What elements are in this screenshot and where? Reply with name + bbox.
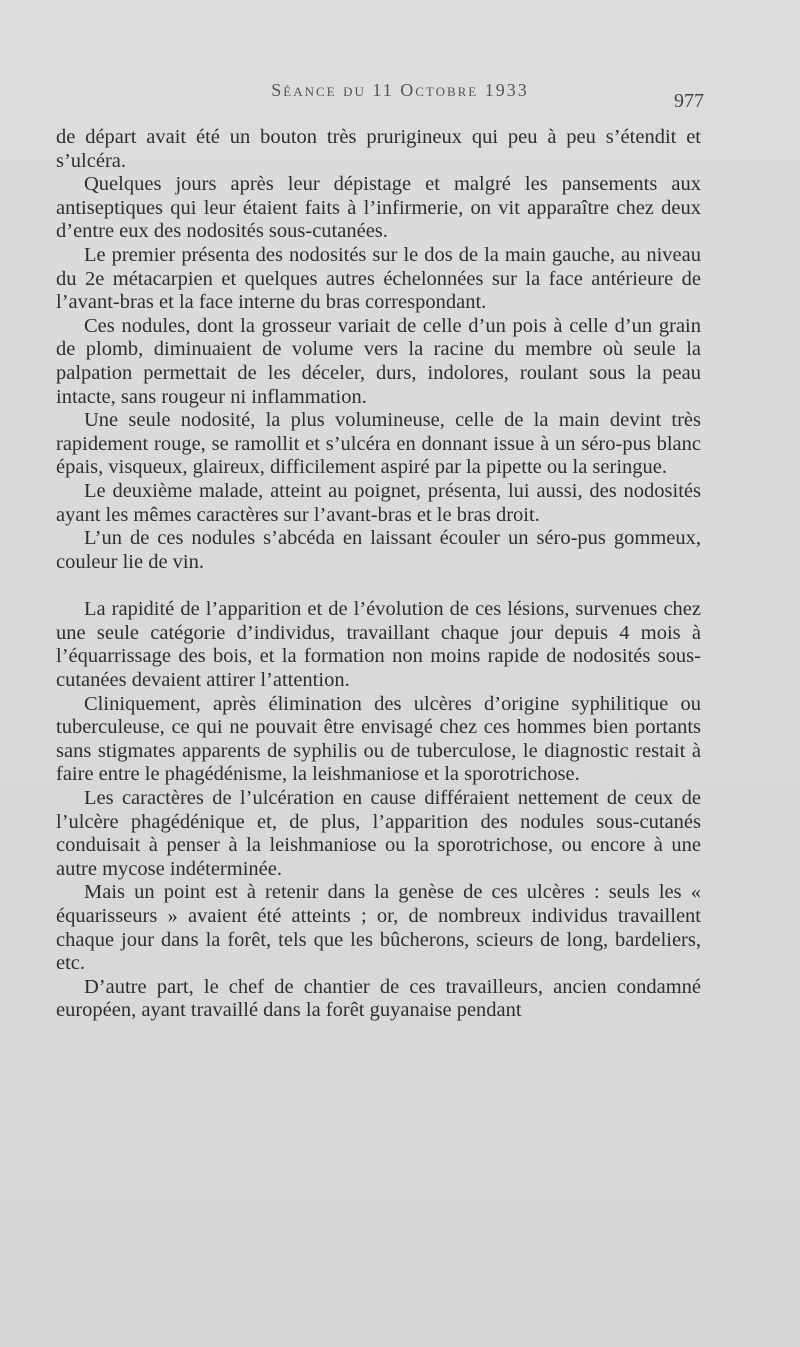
paragraph: La rapidité de l’apparition et de l’évolution de ces lésions, survenues chez une seule catégorie d’individus, travaillant chaque jour depuis 4 mois à l’équarrissage des bois, et la formation non moins rapide de nodosités sous-cutanées devaient attirer l’attention.	[56, 598, 701, 692]
paragraph: Cliniquement, après élimination des ulcères d’origine syphilitique ou tuberculeuse, ce qui ne pouvait être envisagé chez ces hommes bien portants sans stigmates apparents de syphilis ou de tuberculose, le diagnostic restait à faire entre le phagédénisme, la leishmaniose et la sporotrichose.	[56, 692, 701, 786]
paragraph: Le premier présenta des nodosités sur le dos de la main gauche, au niveau du 2e métacarpien et quelques autres échelonnées sur la face antérieure de l’avant-bras et la face interne du bras correspondant.	[56, 243, 701, 314]
body-text	[56, 126, 701, 1023]
paragraph: Mais un point est à retenir dans la genèse de ces ulcères : seuls les « équarisseurs » avaient été atteints ; or, de nombreux individus travaillent chaque jour dans la forêt, tels que les bûcherons, scieurs de long, bardeliers, etc.	[56, 881, 701, 975]
paragraph: D’autre part, le chef de chantier de ces travailleurs, ancien condamné européen, ayant travaillé dans la forêt guyanaise pendant	[56, 975, 701, 1022]
paragraph: Quelques jours après leur dépistage et malgré les pansements aux antiseptiques qui leur étaient faits à l’infirmerie, on vit apparaître chez deux d’entre eux des nodosités sous-cutanées.	[56, 173, 701, 243]
paragraph: Les caractères de l’ulcération en cause différaient nettement de ceux de l’ulcère phagédénique et, de plus, l’apparition des nodules sous-cutanés conduisait à penser à la leishmaniose ou la sporotrichose, ou encore à une autre mycose indéterminée.	[56, 787, 701, 880]
paragraph: Ces nodules, dont la grosseur variait de celle d’un pois à celle d’un grain de plomb, diminuaient de volume vers la racine du membre où seule la palpation permettait de les déceler, durs, indolores, roulant sous la peau intacte, sans rougeur ni inflammation.	[56, 314, 701, 408]
paragraph: L’un de ces nodules s’abcéda en laissant écouler un séro-pus gommeux, couleur lie de vin.	[56, 527, 701, 573]
paragraph: Une seule nodosité, la plus volumineuse, celle de la main devint très rapidement rouge, se ramollit et s’ulcéra en donnant issue à un séro-pus blanc épais, visqueux, glaireux, difficilement aspiré par la pipette ou la seringue.	[56, 409, 701, 479]
paragraph: de départ avait été un bouton très prurigineux qui peu à peu s’étendit et s’ulcéra.	[56, 126, 701, 172]
paragraph: Le deuxième malade, atteint au poignet, présenta, lui aussi, des nodosités ayant les mêmes caractères sur l’avant-bras et le bras droit.	[56, 479, 701, 526]
page-number: 977	[674, 90, 704, 112]
running-head: Séance du 11 Octobre 1933	[271, 80, 529, 100]
